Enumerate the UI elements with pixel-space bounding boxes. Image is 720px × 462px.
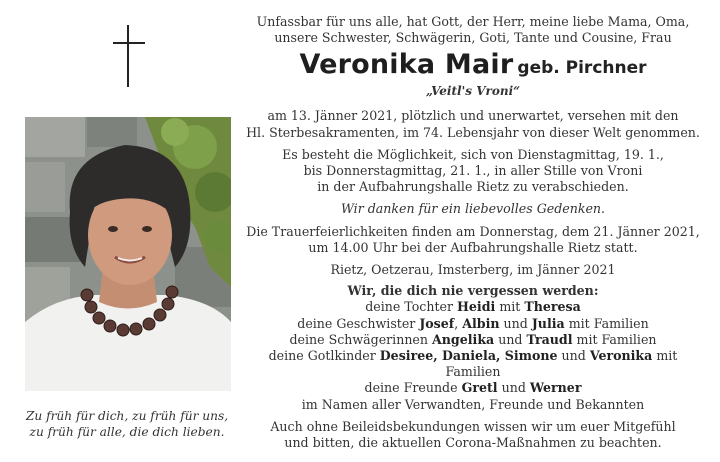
family-daughter: deine Tochter Heidi mit Theresa — [365, 299, 581, 315]
place-date: Rietz, Oetzerau, Imsterberg, im Jänner 2021 — [330, 262, 616, 278]
farewell-line-1: Es besteht die Möglichkeit, sich von Dienstagmittag, 19. 1., — [282, 146, 664, 162]
maiden-name: geb. Pirchner — [517, 58, 647, 79]
family-friends: deine Freunde Gretl und Werner — [364, 380, 582, 396]
farewell-line-2: bis Donnerstagmittag, 21. 1., in aller Stille von Vroni — [303, 163, 643, 179]
family-siblings: deine Geschwister Josef, Albin und Julia mit Familien — [297, 315, 649, 331]
deceased-name-line — [246, 50, 700, 84]
memorial-quote — [12, 408, 242, 440]
family-godchildren: deine Gotlkinder Desiree, Daniela, Simone und Veronika mit Familien — [268, 348, 678, 380]
intro-line-2: unsere Schwester, Schwägerin, Goti, Tante und Cousine, Frau — [274, 30, 672, 46]
family-relatives: im Namen aller Verwandten, Freunde und Bekannten — [301, 396, 645, 412]
family-inlaws: deine Schwägerinnen Angelika und Traudl mit Familien — [289, 331, 657, 347]
farewell-line-3: in der Aufbahrungshalle Rietz zu verabschieden. — [317, 179, 629, 195]
thanks-line: Wir danken für ein liebevolles Gedenken. — [340, 201, 606, 217]
closing-line-1: Auch ohne Beileidsbekundungen wissen wir um euer Mitgefühl — [270, 418, 676, 434]
notice-text — [246, 14, 700, 451]
death-line-1: am 13. Jänner 2021, plötzlich und unerwartet, versehen mit den — [267, 108, 679, 124]
death-line-2: Hl. Sterbesakramenten, im 74. Lebensjahr von dieser Welt genommen. — [246, 124, 700, 140]
quote-line-1: Zu früh für dich, zu früh für uns, — [25, 409, 229, 423]
cross-icon — [113, 25, 145, 87]
intro-line-1: Unfassbar für uns alle, hat Gott, der Herr, meine liebe Mama, Oma, — [256, 14, 690, 29]
deceased-name: Veronika Mair — [299, 49, 514, 81]
funeral-line-2: um 14.00 Uhr bei der Aufbahrungshalle Rietz statt. — [308, 239, 638, 255]
portrait-photo — [25, 117, 231, 391]
quote-line-2: zu früh für alle, die dich lieben. — [29, 425, 225, 439]
funeral-line-1: Die Trauerfeierlichkeiten finden am Donnerstag, dem 21. Jänner 2021, — [246, 223, 700, 239]
family-heading: Wir, die dich nie vergessen werden: — [347, 283, 599, 299]
nickname: „Veitl's Vroni“ — [425, 84, 521, 99]
closing-line-2: und bitten, die aktuellen Corona-Maßnahmen zu beachten. — [284, 435, 662, 451]
